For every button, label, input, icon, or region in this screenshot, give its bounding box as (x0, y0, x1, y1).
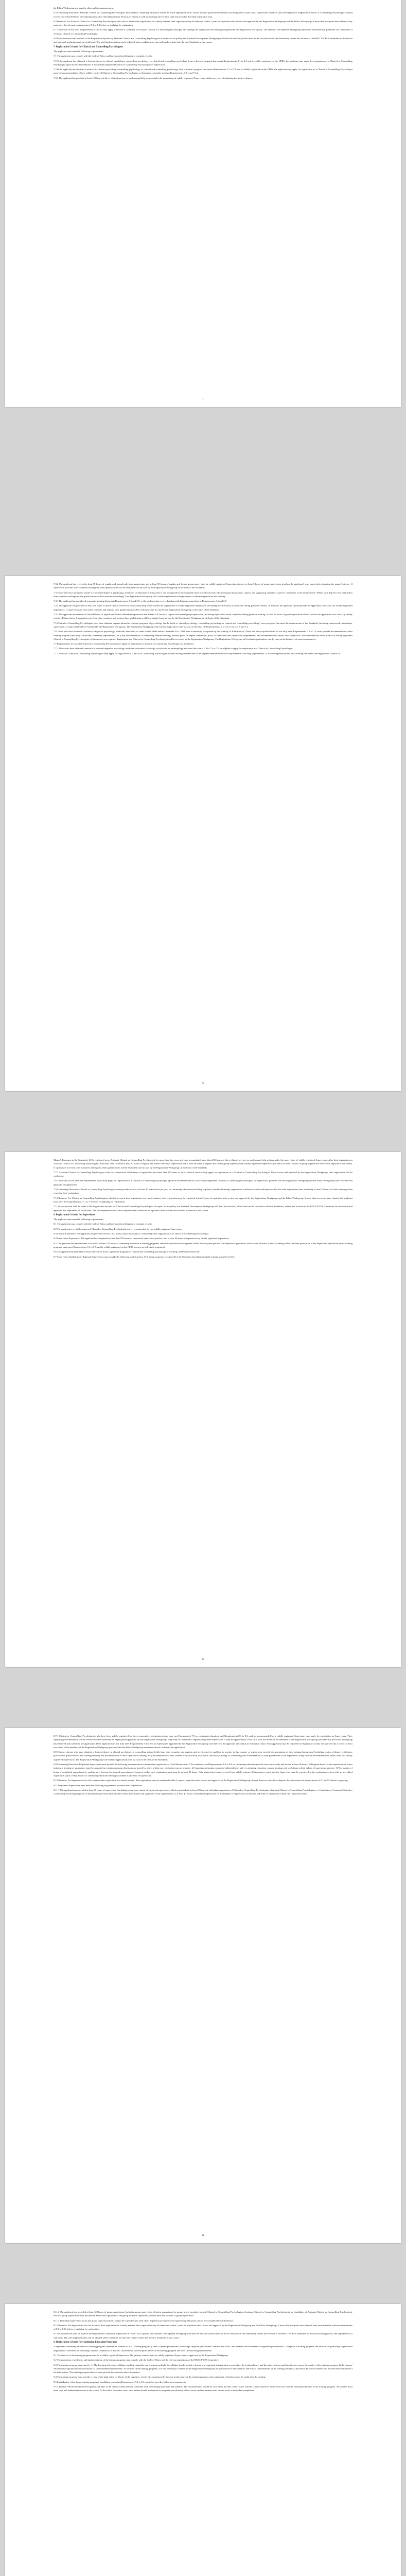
paragraph: 8.10 Renewal: For Supervisors who fail to renew their registration in a timely manner, their registration may be reinstated within 2 years of expiration after review and approval by the Registration Workgroup; if more than two years have elapsed, they must meet the requirements of 8.1 to 8.9 before re-applying. (54, 1779, 348, 1782)
page-number: 11 (202, 2234, 204, 2237)
paragraph: 6.7 Those who do not meet Requirements 6.2 to 6.4 may apply to become a Candidate of Assistant Clinical or Counselling Psychologist and undergo the supervision and training designated by the Registration Workgroup. The Standard Development Workgroup separately formulates the guidelines for Candidates of Assistant Clinical or Counselling Psychologist. (54, 28, 352, 35)
document-page (5, 1152, 401, 1667)
paragraph: 8.11 Registered Supervisors must meet the following requirements to renew their registration: (54, 1784, 143, 1787)
paragraph: The applicant must meet the following requirements: (54, 1218, 104, 1221)
paragraph: 7.7 Requirements for Assistant Clinical or Counselling Psychologists to apply for registration as Clinical or Counselling Psychologist are as follows: (54, 642, 195, 646)
paragraph: 6.4 Renewal: For Assistant Clinical or Counselling Psychologists who wish to renew their registration in a timely manner, their registration may be renewed within 2 years of expiration after review and approval by the Registration Workgroup and the Ethics Workgroup; if more than two years have elapsed, they must meet the relevant requirements of 5.1 to 6.3 before re-applying for registration. (54, 20, 352, 27)
paragraph: The applicant must meet the following requirements: (54, 49, 104, 53)
paragraph: 7.3 If the applicant has obtained a master's in clinical psychology, counselling psychology, or clinical and counselling psychology from a master's program that meets Requirements 3.1 to 3.9 and is validly registered on the CPRS, the applicant may apply for registration as a Clinical or Counselling Psychologist upon the recommendation of two validly registered Clinical or Counselling Psychologists or Supervisors and after meeting Requirements 7.3.1 and 7.3.2. (54, 68, 352, 75)
section-heading: 8. Registration Criteria for Supervisors (54, 1213, 95, 1216)
paragraph: 8.3 Clinical Experience: The applicant has provided at least 1500 hours of psychotherapy or counselling since registration as a Clinical or Counselling Psychologist. (54, 1232, 209, 1235)
paragraph: 8.7 Supervision Qualification: Regional Supervisors must provide the following qualifications: 1) Training programs recognized by the Standards (not duplicating the training specified in 8.5). (54, 1255, 235, 1258)
paragraph: 9.4 The training program must provide a copy of the legal entity certificate of the organizer, a letter of commitment by the non-profit nature of the training program, and a statement of fund accounts for audit after the training. (54, 2376, 266, 2379)
paragraph: 7.11 If any revision shall be made to the Registration System for Clinical and Counselling Psychologists in respect to its quality, the Standard Development Workgroup will draft the revision (which must not be in conflict with the Standards), submit the revision to the RWCCP-CPS Committee for discussion and approval, and implement on a trial basis. The said implementation can be adopted when conditions are ripe and can be written into the new Standards in due course. (54, 1205, 352, 1212)
paragraph: 8.11.3 Individual supervision hours and group supervision hours cannot be converted into each other. Supervision hours beyond supervising education courses are considered toward renewal. (54, 2319, 234, 2322)
document-page (5, 2304, 401, 2576)
paragraph: 8.12 Renewal: For Supervisors who fail to renew their registration in a timely manner, their registration may be reinstated within 2 years of expiration after review and approval by the Registration Workgroup and the Ethics Workgroup; if more than two years have elapsed, they must meet the relevant requirements of 8.1 to 8.10 before re-applying for registration. (54, 2324, 352, 2331)
document-page (5, 0, 401, 407)
paragraph: 7.1 The applicant must comply with the Code of Ethics and have no ethical disputes or criminal records. (54, 55, 152, 58)
page-text-column (54, 6, 352, 392)
paragraph: 7.5 Clinical or Counselling Psychologists who have obtained degrees abroad in relevant programs of psychology (in the fields of clinical psychology, counselling psychology, or clinical and counselling psychology) from programs that meet the requirements of the Standards (including coursework, internships, supervision, or equivalent) will be evaluated by the Registration Workgroup. The Registration Workgroup will evaluate applications case by case on the basis of Requirements 3.2 to 3.9 or 4.2 to 4.6 and 7.4. (54, 621, 352, 628)
paragraph: 7.4.3 The applicant has received at least 90 hours of regular and formal individual supervision and at least 120 hours of regular and formal group supervision (including supervision hours completed during graduate training, at least 12 hours of group supervision should involve the applicant's own cases) by validly registered Supervisors. If supervisors are from other countries and regions, their qualifications will be evaluated case by case by the Registration Workgroup on the basis of the Standards. (54, 613, 352, 620)
paragraph: 7.2 If the applicant has obtained a doctoral degree in clinical psychology, counselling psychology, or clinical and counselling psychology from a doctoral program that meets Requirements 4.1 to 4.5 and is validly registered on the CPRS, the applicant may apply for registration as a Clinical or Counselling Psychologist upon the recommendation of two validly registered Clinical or Counselling Psychologists or Supervisors. (54, 59, 352, 66)
paragraph: 7.6 Those who have obtained a bachelor's degree in psychology, medicine, education, or other related fields before December 31st, 1999 from a university recognized by the Ministry of Education of China, but whose qualifications do not fully meet Requirements 7.2 to 7.4, must provide documentation of their training program (including curriculum, internship requirements, etc.) and documentation of completing relevant training, provide proof of degree completion, proof of supervised and supervision requirements, and recommendation letters from supervisors. Recommendation letters from two validly registered Clinical or Counselling Psychologists or Supervisors are required. Registration as a Clinical or Counselling Psychologist will be reviewed by the Registration Workgroup. The Registration Workgroup will evaluate applications case by case on the basis of relevant circumstances. (54, 630, 352, 640)
page-number: 1 (202, 398, 204, 401)
paragraph: 8.5 The applicant has demonstrated a record of at least 150 hours of continuing education in training programs aimed at supervision development within the five years prior to the Supervisor application, and at least 20 hours of ethics training within the three years prior to the Supervisor application (these training programs must meet Requirements 9.1 to 9.5, and be validly registered on the CPRS and are not self-study programs). (54, 1242, 352, 1248)
paragraph: the Ethics Workgroup and pass the ethics public announcement. (54, 7, 114, 9)
section-heading: 7. Registration Criteria for Clinical and Counselling Psychologists (54, 45, 123, 48)
paragraph: 9.5.1 Provide relevant technical descriptions and links to the online content that are consistent with the training objectives and syllabus. The documentation should be clear about the aim of the course, and the course should be either be no less than the maximum duration of the training program. All trainees must have clear and fundamental access to the course. At the end of the online class, each trainee should be required to complete an evaluation of the course, and the trainees must submit proof of individual completion. (54, 2385, 352, 2392)
paragraph: 6.3 Continuing Education: Assistant Clinical or Counselling Psychologists must receive continuing education within the valid registration term, which includes professional theories (including ethics) and skills, supervision, research, and self-experience. Registered Clinical or Counselling Psychologists should receive more than 60 hours of continuing education (including at least 10 hours of ethics) as well as receiving face-to-face supervision within the valid registration term. (54, 11, 352, 18)
paragraph: 8.9 Continuing Education: Registered Supervisors must provide the following documentation to renew their registration: a) Each Requirement 7.9 is mandatory and Requirements 8.3 to 8.6 on continuing education must be met concurrently and totaled at least 40 hours; 2) Program hours for the supervision of senior trainees or training of supervisors must be recorded in a training program that is run or hosted by others within one registration term as a trainer; b) Supervision training completed independently; and c) continuing education courses, training, and workshops in their sphere of supervision practice. 3) The number of hours of completed supervision by another party (except for internal supervision of trainees) within each registration term must be at least 20 hours. Only supervision hours received from validly registered Supervisors count; and the Supervisor must be registered in the registration system with an accredited registration status. Every 3 hours of continuing education training is counted as one hour of supervision. (54, 1763, 352, 1777)
page-text-column (54, 1734, 352, 2228)
paragraph: 6.8 If any revision shall be made to the Registration System by Assistant Clinical and Counselling Psychologists in respect to its quality, the Standard Development Workgroup will draft the revision (which must not be in conflict with the Standards), submit the revision to the RWCCP-CPS Committee for discussion and approval, and implement on a trial basis. The said implementation can be adopted when conditions are ripe and can be written into the new Standards in due course. (54, 37, 352, 44)
paragraph: 8.8 Chinese citizens who have obtained a doctoral degree in clinical psychology or counselling-related fields from other countries and regions, and are licensed or qualified to practice in that country or region, may provide documentation of their training background (including copies of degree certificates, professional qualifications, and training records) and documentation of their supervision training, etc.) documentation of their license or qualification to practice clinical psychology or counselling and documentation of their professional work experience, along with the recommendation letters from two validly registered Supervisors. The Registration Workgroup will evaluate applications case by case on the basis of the Standards. (54, 1751, 352, 1761)
paragraph: 7.7.3 Assistant Clinical or Counselling Psychologists with two consecutive valid terms of registration and more than 250 hours of direct clinical services may apply for registration as a Clinical or Counselling Psychologist. Upon review and approval by the Registration Workgroup, their registration will be confirmed. (54, 1171, 352, 1178)
page-text-column (54, 2310, 352, 2576)
paragraph: 8.4 Supervision Experience: The applicant has completed no less than 150 hours of supervised supervision practice, and at least 50 hours of supervision by validly registered Supervisors. (54, 1237, 230, 1240)
paragraph: 9.1 The director of the training program must be a validly registered Supervisor. The primary trainers must be validly registered Supervisors or approved by the Registration Workgroup. (54, 2353, 228, 2357)
document-page (5, 1728, 401, 2243)
paragraph: Master's Programs in the Standards; 2) Be registered as an Assistant Clinical or Counselling Psychologist for more than five years and have accumulated more than 250 hours of direct clinical services to professional help seekers under the supervision of validly registered Supervisors. After their registration as Assistant Clinical or Counselling Psychologists, they must have received at least 80 hours of regular and formal individual supervision and at least 80 hours of regular and formal group supervision by validly registered Supervisors (of which at least 15 hours of group supervision involve the applicant's own cases). If supervisors are from other countries and regions, their qualifications will be evaluated case by case by the Registration Workgroup on the basis of the Standards. (54, 1159, 352, 1169)
page-text-column (54, 1158, 352, 1652)
paragraph: 7.4.2 The applicant has provided at least 150 hours of direct clinical services to professional help seekers under the supervision of validly registered Supervisors (including practice hours accumulated during graduate studies). In addition, the applicant should provide the applicant's own cases) by validly registered Supervisors. If supervisors are from other countries and regions, their qualifications will be evaluated case by case by the Registration Workgroup on the basis of the Standards. (54, 604, 352, 611)
page-number: 9 (202, 1082, 204, 1085)
page-number: 10 (202, 1658, 204, 1661)
paragraph: 8.6 The applicant has published at least 200 contact hours in graduate programs of clinical and counselling psychology or teaching of relevant coursework. (54, 1250, 200, 1253)
paragraph: A registered continuing education or training program (hereinafter referred to as a "training program") aims to update professional knowledge, improve practitioners' theories and skills, and enhance self-awareness of registered professionals. To register a training program, the director or sponsoring organization (regardless of the nature of ownership, whether commercial or not, etc.) must ensure the non-profit nature of the training program and meet the following requirements: (54, 2345, 352, 2352)
paragraph: 7.4.1 The applicant has completed systematic training that meets Requirements 3.6 and 3.7, or the applicant has received and provided training equivalent to Requirements 3.6 and 3.7. (54, 600, 227, 603)
paragraph: 9.5 Individual or video-based training programs, in addition to meeting Requirements 9.1 to 9.4, must also meet the following requirements: (54, 2380, 186, 2383)
paragraph: 7.7.2 Assistant Clinical or Counselling Psychologists may apply for registration as Clinical or Counselling Psychologists without having obtained one of the degrees mentioned above if they meet the following requirements: 1) Have completed professional training that meets the Registration Criteria for (54, 652, 341, 655)
paragraph: 7.9 Continuing Education: Clinical or Counselling Psychologists must provide proof of at least 40 exam hours per year of continuing education (including regularly scheduled training, supervision, conferences and workshops) within the valid registration term, including at least 10 hours of ethics training when renewing their registration. (54, 1188, 352, 1195)
page-text-column (54, 582, 352, 1076)
paragraph: 8.11.1 The applicant has provided at least 60 hours of supervision (including group supervision) of registered supervisees, which must include at least 20 hours of individual supervision of Clinical or Counselling Psychologists, Assistant Clinical or Counselling Psychologists, or Candidates of Assistant Clinical or Counselling Psychologist (proof of individual supervision must include contact information and signatures of the supervisees); or at least 40 hours of individual supervision for Candidates of Supervisors on theories and skills of supervision within one registration term. (54, 1788, 352, 1795)
paragraph: 9.3 The training program must specify: 1) The learning objectives, syllabus, teaching materials, and teaching methods; the syllabus should include a formal and organized training plan or procedure, the training hours, and the main contents and objectives to ensure the quality of the training program; 2) the trainers' education background and qualifications; 3) the enrollment requirements. At the time of the training program, it is also necessary to submit to the Registration Workgroup an application for the scientific and ethical considerations of the training content; 4) the means by which trainees will be effectively informed of the information. The training program director must provide the materials above for review. (54, 2363, 352, 2374)
paragraph: 8.1 The applicant must comply with the Code of Ethics and have no ethical disputes or criminal records. (54, 1223, 152, 1226)
section-heading: 9. Registration Criteria for Continuing Education Programs (54, 2341, 117, 2344)
paragraph: 7.3.1 The applicant has provided at least 150 hours of direct clinical services to professional help seekers under the supervision of validly registered Supervisors within two years of obtaining the master's degree. (54, 76, 253, 79)
paragraph: 7.10 Renewal: For Clinical or Counselling Psychologists who fail to renew their registration in a timely manner, their registration may be reinstated within 2 years of expiration after review and approval by the Registration Workgroup and the Ethics Workgroup; if more than two years have elapsed, the applicant must meet the requirements of 7.1 to 7.9 before re-applying for registration. (54, 1196, 352, 1203)
paragraph: 8.2 The applicant is a validly registered Clinical or Counselling Psychologist and is recommended by two validly registered Supervisors. (54, 1227, 183, 1230)
paragraph: 8.7.1 Clinical or Counselling Psychologists who have been validly registered for three consecutive registration terms, have met Requirement 7.9 on continuing education, and Requirements 8.3 to 8.6, and are recommended by a validly registered Supervisor, may apply for registration as Supervisors. Their supporting documentation will be reviewed and evaluated by an expert panel appointed by the Registration Workgroup. They may be converted to regularly registered Supervisors if they are approved by a vote of at least two-thirds of the members of the Registration Workgroup, provided that the Ethics Workgroup has reviewed and confirmed the application. If the applicant does not fully meet Requirements 8.5 to 8.6, an expert panel appointed by the Registration Workgroup will interview the applicant and submit an evaluation report. Such applicants may be registered as Supervisors if they are approved by a vote of at least two-thirds of the members of the Registration Workgroup, provided that the Ethics Workgroup has reviewed and confirmed the application. (54, 1735, 352, 1749)
paragraph: 9.2 The promotion, enrollment, and implementation of the training program must comply with the Code of Ethics and the relevant regulations of the RWCCP-CPS Committee. (54, 2359, 219, 2362)
paragraph: 8.13 If any revision shall be made to the Registration Criteria for Supervisors in respect to its quality, the Standard Development Workgroup will draft the revision (which must not be in conflict with the Standards), submit the revision to the RWCCP-CPS Committee for discussion and approval, and implement on a trial basis. The said implementation can be adopted when conditions are ripe and can be written into the new Standards in due course. (54, 2332, 352, 2339)
paragraph: 7.4 Those who have obtained a master's or doctoral degree in psychology, medicine, or education in China that is not recognized by the Standards must provide necessary documentation (transcripts, reports, and supporting materials) to prove completion of the requirements. Where such degrees were obtained in other countries and regions, the qualifications will be assessed accordingly. The Registration Workgroup will confirm registration through review of relevant supervision and training. (54, 591, 352, 598)
paragraph: 7.8 Those who do not meet the requirements above may apply for registration as a Clinical or Counselling Psychologist upon the recommendation of two validly registered Clinical or Counselling Psychologists or Supervisors, provided that the Registration Workgroup and the Ethics Workgroup have reviewed and approved the application. (54, 1179, 352, 1186)
paragraph: 7.7.1 Those who have obtained a master's or doctoral degree in psychology, medicine, education, sociology, social work, or anthropology and meet the criteria 7.3 to 7.4 or 7.6 are eligible to apply for registration as a Clinical or Counselling Psychologist. (54, 647, 293, 650)
paragraph: 7.3.2 The applicant has received at least 50 hours of regular and formal individual supervision and at least 50 hours of regular and formal group supervision by validly registered Supervisors (where at least 5 hours of group supervision involves the applicant's own cases) after obtaining the master's degree. If supervisors are from other countries and regions, their qualifications will be evaluated case by case by the Registration Workgroup on the basis of the Standards. (54, 583, 352, 589)
document-page (5, 576, 401, 1091)
paragraph: 8.11.2 The applicant has provided at least 120 hours of group supervision (including group supervision of intern supervision) to groups where members include Clinical or Counselling Psychologists, Assistant Clinical or Counselling Psychologists, or Candidates of Assistant Clinical or Counselling Psychologist. Proof of group supervision must include the names and signatures of the group members supervised, and the time and location of group supervision. (54, 2311, 352, 2317)
